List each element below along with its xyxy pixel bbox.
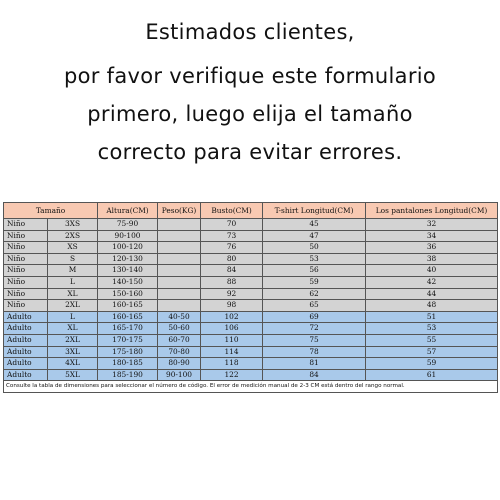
- table-note: Consulte la tabla de dimensiones para seleccionar el número de código. El error de medición manual de 2-3 CM está dentro del rango normal.: [4, 381, 498, 393]
- header-pantalones-longitud: Los pantalones Longitud(CM): [366, 203, 498, 219]
- group-cell: Niño: [4, 265, 48, 277]
- pantalones-cell: 51: [366, 311, 498, 323]
- pantalones-cell: 59: [366, 358, 498, 370]
- table-row: [4, 300, 498, 312]
- group-cell: Niño: [4, 219, 48, 231]
- table-row: [4, 323, 498, 335]
- peso-cell: [158, 276, 201, 288]
- busto-cell: 70: [201, 219, 263, 231]
- group-cell: Niño: [4, 242, 48, 254]
- altura-cell: 180-185: [98, 358, 158, 370]
- header-peso: Peso(KG): [158, 203, 201, 219]
- peso-cell: 50-60: [158, 323, 201, 335]
- header-altura: Altura(CM): [98, 203, 158, 219]
- altura-cell: 160-165: [98, 300, 158, 312]
- busto-cell: 76: [201, 242, 263, 254]
- peso-cell: [158, 288, 201, 300]
- busto-cell: 122: [201, 369, 263, 381]
- tshirt-cell: 53: [263, 253, 366, 265]
- table-row: [4, 288, 498, 300]
- peso-cell: [158, 242, 201, 254]
- size-cell: XL: [48, 323, 98, 335]
- size-cell: XL: [48, 288, 98, 300]
- size-cell: XS: [48, 242, 98, 254]
- peso-cell: 90-100: [158, 369, 201, 381]
- group-cell: Adulto: [4, 311, 48, 323]
- altura-cell: 140-150: [98, 276, 158, 288]
- group-cell: Niño: [4, 230, 48, 242]
- instruction-line-3: correcto para evitar errores.: [97, 140, 403, 164]
- tshirt-cell: 50: [263, 242, 366, 254]
- tshirt-cell: 72: [263, 323, 366, 335]
- pantalones-cell: 32: [366, 219, 498, 231]
- busto-cell: 80: [201, 253, 263, 265]
- busto-cell: 92: [201, 288, 263, 300]
- instruction-line-2: primero, luego elija el tamaño: [87, 102, 413, 126]
- table-row: [4, 311, 498, 323]
- altura-cell: 165-170: [98, 323, 158, 335]
- table-row: [4, 265, 498, 277]
- table-row: [4, 369, 498, 381]
- altura-cell: 75-90: [98, 219, 158, 231]
- size-cell: 3XL: [48, 346, 98, 358]
- group-cell: Niño: [4, 253, 48, 265]
- pantalones-cell: 53: [366, 323, 498, 335]
- pantalones-cell: 36: [366, 242, 498, 254]
- altura-cell: 170-175: [98, 334, 158, 346]
- busto-cell: 84: [201, 265, 263, 277]
- peso-cell: [158, 219, 201, 231]
- size-cell: 2XL: [48, 300, 98, 312]
- group-cell: Adulto: [4, 369, 48, 381]
- altura-cell: 90-100: [98, 230, 158, 242]
- peso-cell: 80-90: [158, 358, 201, 370]
- tshirt-cell: 47: [263, 230, 366, 242]
- header-tshirt-longitud: T-shirt Longitud(CM): [263, 203, 366, 219]
- tshirt-cell: 59: [263, 276, 366, 288]
- altura-cell: 100-120: [98, 242, 158, 254]
- pantalones-cell: 34: [366, 230, 498, 242]
- group-cell: Adulto: [4, 346, 48, 358]
- group-cell: Adulto: [4, 323, 48, 335]
- altura-cell: 150-160: [98, 288, 158, 300]
- peso-cell: 40-50: [158, 311, 201, 323]
- size-cell: 2XS: [48, 230, 98, 242]
- table-row: [4, 253, 498, 265]
- tshirt-cell: 75: [263, 334, 366, 346]
- tshirt-cell: 81: [263, 358, 366, 370]
- table-row: [4, 358, 498, 370]
- group-cell: Niño: [4, 288, 48, 300]
- size-cell: 3XS: [48, 219, 98, 231]
- greeting-line: Estimados clientes,: [145, 20, 355, 44]
- altura-cell: 175-180: [98, 346, 158, 358]
- table-row: [4, 346, 498, 358]
- size-chart-table: [3, 202, 498, 393]
- size-cell: 2XL: [48, 334, 98, 346]
- pantalones-cell: 44: [366, 288, 498, 300]
- header-tamano: Tamaño: [4, 203, 98, 219]
- tshirt-cell: 65: [263, 300, 366, 312]
- busto-cell: 106: [201, 323, 263, 335]
- busto-cell: 118: [201, 358, 263, 370]
- group-cell: Niño: [4, 300, 48, 312]
- tshirt-cell: 69: [263, 311, 366, 323]
- pantalones-cell: 38: [366, 253, 498, 265]
- table-header-row: [4, 203, 498, 219]
- altura-cell: 160-165: [98, 311, 158, 323]
- peso-cell: [158, 300, 201, 312]
- table-row: [4, 230, 498, 242]
- busto-cell: 102: [201, 311, 263, 323]
- pantalones-cell: 42: [366, 276, 498, 288]
- altura-cell: 185-190: [98, 369, 158, 381]
- peso-cell: [158, 265, 201, 277]
- tshirt-cell: 84: [263, 369, 366, 381]
- header-busto: Busto(CM): [201, 203, 263, 219]
- size-cell: 4XL: [48, 358, 98, 370]
- group-cell: Adulto: [4, 358, 48, 370]
- size-cell: L: [48, 311, 98, 323]
- table-row: [4, 219, 498, 231]
- busto-cell: 88: [201, 276, 263, 288]
- tshirt-cell: 45: [263, 219, 366, 231]
- table-row: [4, 276, 498, 288]
- busto-cell: 73: [201, 230, 263, 242]
- instruction-line-1: por favor verifique este formulario: [63, 64, 437, 88]
- table-row: [4, 242, 498, 254]
- altura-cell: 130-140: [98, 265, 158, 277]
- group-cell: Niño: [4, 276, 48, 288]
- pantalones-cell: 61: [366, 369, 498, 381]
- peso-cell: [158, 253, 201, 265]
- busto-cell: 98: [201, 300, 263, 312]
- peso-cell: 60-70: [158, 334, 201, 346]
- pantalones-cell: 55: [366, 334, 498, 346]
- pantalones-cell: 57: [366, 346, 498, 358]
- peso-cell: [158, 230, 201, 242]
- altura-cell: 120-130: [98, 253, 158, 265]
- tshirt-cell: 78: [263, 346, 366, 358]
- pantalones-cell: 48: [366, 300, 498, 312]
- tshirt-cell: 56: [263, 265, 366, 277]
- tshirt-cell: 62: [263, 288, 366, 300]
- group-cell: Adulto: [4, 334, 48, 346]
- busto-cell: 110: [201, 334, 263, 346]
- size-cell: S: [48, 253, 98, 265]
- busto-cell: 114: [201, 346, 263, 358]
- size-cell: 5XL: [48, 369, 98, 381]
- table-row: [4, 334, 498, 346]
- pantalones-cell: 40: [366, 265, 498, 277]
- size-cell: L: [48, 276, 98, 288]
- size-cell: M: [48, 265, 98, 277]
- peso-cell: 70-80: [158, 346, 201, 358]
